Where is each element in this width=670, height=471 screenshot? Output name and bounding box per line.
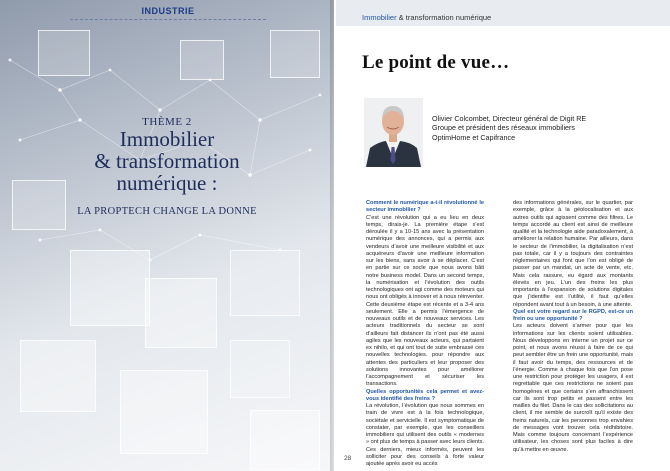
theme-subtitle: LA PROPTECH CHANGE LA DONNE	[77, 206, 257, 217]
breadcrumb	[362, 13, 491, 22]
theme-label: THÈME 2	[142, 116, 192, 128]
page-number: 28	[344, 455, 352, 462]
right-page	[336, 0, 670, 471]
article-column-right	[513, 200, 633, 454]
section-tag: INDUSTRIE	[141, 6, 195, 16]
page-title: Le point de vue…	[362, 52, 510, 73]
theme-title-line: Immobilier	[119, 127, 215, 151]
interview-question: Quel est votre regard sur le RGPD, est-ce un frein ou une opportunité ?	[513, 308, 633, 322]
interview-answer: La révolution, l’évolution que nous sommes en train de vivre est à la fois technologique, sociétale et servicielle. Il est symptomatique de constater, par exemple, que les conseillers immobiliers qui utilisent des outils « modernes » ont plus de temps à passer avec leurs clients. Ces derniers, mieux informés, peuvent les solliciter pour des conseils à forte valeur ajoutée après avoir eu accès	[366, 403, 484, 467]
interview-question: Quelles opportunités cela permet et avez-vous identifié des freins ?	[366, 388, 484, 402]
article-column-left	[366, 200, 484, 468]
breadcrumb-rest: & transformation numérique	[396, 13, 492, 22]
interview-answer: C’est une révolution qui a eu lieu en deux temps, dirais-je. La première étape s’est déroulée il y a 10-15 ans avec la présentation numérique des annonces, qui a permis aux vendeurs d’avoir une meilleure visibilité et aux acquéreurs d’avoir une meilleure information sur les biens, sans avoir à se déplacer. C’est en partie sur ce socle que nous avons bâti notre business model. Dans un second temps, la numérisation et l’évolution des outils technologiques ont agi comme des moteurs qui nous ont obligés à innover et à nous réinventer. Cette deuxième étape est récente et a 3-4 ans seulement. Elle a permis l’émergence de nouveaux outils et de nouveaux services. Les acteurs traditionnels du secteur se sont d’ailleurs fait distancer ils n’ont pas été aussi agiles que les nouveaux acteurs, qui partaient ex nihilo, et qui ont tout de suite embrassé ces nouvelles technologies. pour répondre aux attentes des particuliers et leur proposer des solutions innovantes pour améliorer l’accompagnement et sécuriser les transactions.	[366, 214, 484, 388]
interview-answer: des informations générales, sur le quartier, par exemple, grâce à la géolocalisation et aux autres outils qui agissent comme des filtres. Le temps accordé au client est ainsi de meilleure qualité et la technologie aide paradoxalement, à améliorer la relation humaine. Par ailleurs, dans le secteur de l’immobilier, la digitalisation n’est pas totale, car il y a toujours des contraintes réglementaires qui font que l’on est obligé de passer par un mandat, un acte de vente, etc. Mais cela rassure, eu égard aux montants élevés en jeu. L’un des freins les plus importants à l’expansion de solutions digitales que j’identifie est l’utilité, il faut qu’elles répondent avant tout à un besoin, à une attente.	[513, 200, 633, 308]
portrait-illustration	[364, 98, 423, 167]
network-decoration	[0, 0, 334, 471]
theme-title-line: numérique :	[116, 171, 218, 195]
theme-title-line: & transformation	[94, 149, 240, 173]
page-gutter-shadow	[330, 0, 334, 471]
interview-question: Comment le numérique a-t-il révolutionné le secteur immobilier ?	[366, 200, 484, 214]
breadcrumb-accent: Immobilier	[362, 13, 397, 22]
theme-title	[10, 128, 324, 194]
left-page	[0, 0, 334, 471]
author-credit: Olivier Colcombet, Directeur général de Digit RE Groupe et président des réseaux immobiliers OptimHome et Capifrance	[432, 114, 587, 142]
interview-answer: Les acteurs doivent s’armer pour que les informations sur les clients soient utilisables. Nous développons en interne un projet sur ce point, et nous avons réussi à faire de ce qui peut sembler être un frein une opportunité, mais il faut avoir du temps, des ressources et de l’énergie. Comme à chaque fois que l’on pose une restriction pour protéger les usagers, il est regrettable que ces restrictions ne soient pas homogènes et que certains s’en affranchissent car ils sont trop petits et passent entre les mailles du filet. Dans le cas des sollicitations au client, il me semble de surcroît qu’il existe des freins naturels, car les personnes trop envahies de messages vont trouver cela rédhibitoire. Mais comme toujours concernant l’expérience utilisateur, les choses sont plus faciles à dire qu’à mettre en œuvre.	[513, 323, 633, 453]
author-portrait	[364, 98, 423, 167]
section-divider	[70, 19, 266, 20]
